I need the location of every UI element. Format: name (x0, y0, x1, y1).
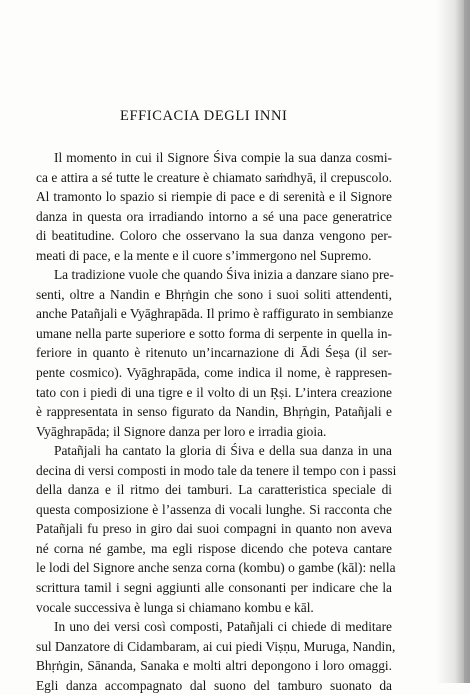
text-line: anche Patañjali e Vyāghrapāda. Il primo è raffigurato in sembianze (36, 306, 394, 322)
paragraph-1 (36, 148, 392, 265)
text-line: della danza e il ritmo dei tamburi. La caratteristica speciale di (36, 482, 392, 498)
text-line: senti, oltre a Nandin e Bhṛṅgin che sono i suoi soliti attendenti, (36, 286, 392, 302)
text-line: Al tramonto lo spazio si riempie di pace e di serenità e il Signore (36, 189, 392, 205)
text-line: umane nella parte superiore e sotto forma di serpente in quella in- (36, 325, 392, 341)
text-line: Patañjali fu preso in giro dai suoi compagni in quanto non aveva (36, 521, 392, 537)
text-line: Bhṛṅgin, Sānanda, Sanaka e molti altri depongono i loro omaggi. (36, 658, 392, 674)
text-line: questa composizione è l’assenza di vocali lunghe. Si racconta che (36, 501, 392, 517)
text-line: meati di pace, e la mente e il cuore s’immergono nel Supremo. (36, 247, 372, 263)
text-line: tato con i piedi di una tigre e il volto di un Ṛṣi. L’intera creazione (36, 384, 392, 400)
text-line: feriore in quanto è ritenuto un’incarnazione di Ādi Śeṣa (il ser- (36, 345, 392, 361)
text-line: le lodi del Signore anche senza corna (kombu) o gambe (kāl): nella (36, 560, 396, 576)
text-line: decina di versi composti in modo tale da tenere il tempo con i passi (36, 462, 397, 478)
text-line: Vyāghrapāda; il Signore danza per loro e irradia gioia. (36, 423, 327, 439)
text-line: di beatitudine. Coloro che osservano la sua danza vengono per- (36, 228, 392, 244)
text-line: sul Danzatore di Cidambaram, ai cui piedi Viṣṇu, Muruga, Nandin, (36, 638, 396, 654)
text-line: Il momento in cui il Signore Śiva compie la sua danza cosmi- (54, 150, 392, 165)
text-line: né corna né gambe, ma egli rispose dicendo che poteva cantare (36, 540, 392, 556)
text-line: pente cosmico). Vyāghrapāda, come indica il nome, è rappresen- (36, 365, 392, 381)
text-line: La tradizione vuole che quando Śiva inizia a danzare siano pre- (54, 267, 394, 283)
text-line: ca e attira a sé tutte le creature è chiamato saṁdhyā, il crepuscolo. (36, 169, 392, 185)
paragraph-2 (36, 265, 392, 441)
text-line: In uno dei versi così composti, Patañjali ci chiede di meditare (54, 619, 392, 635)
body-text (36, 148, 397, 695)
paragraph-3 (36, 441, 397, 617)
page-edge-line (464, 0, 470, 683)
text-line: scrittura tamil i segni aggiunti alle consonanti per indicare che la (36, 580, 392, 596)
section-heading: EFFICACIA DEGLI INNI (120, 108, 288, 124)
text-line: è rappresentata in senso figurato da Nandin, Bhṛṅgin, Patañjali e (36, 404, 392, 420)
text-line: vocale successiva è lunga si chiamano kombu e kāl. (36, 599, 314, 615)
text-line: Patañjali ha cantato la gloria di Śiva e della sua danza in una (54, 443, 392, 459)
text-line: danza in questa ora irradiando intorno a sé una pace generatrice (36, 208, 392, 224)
paragraph-4 (36, 617, 396, 695)
text-line: Egli danza accompagnato dal suono del tamburo suonato da (36, 677, 392, 693)
